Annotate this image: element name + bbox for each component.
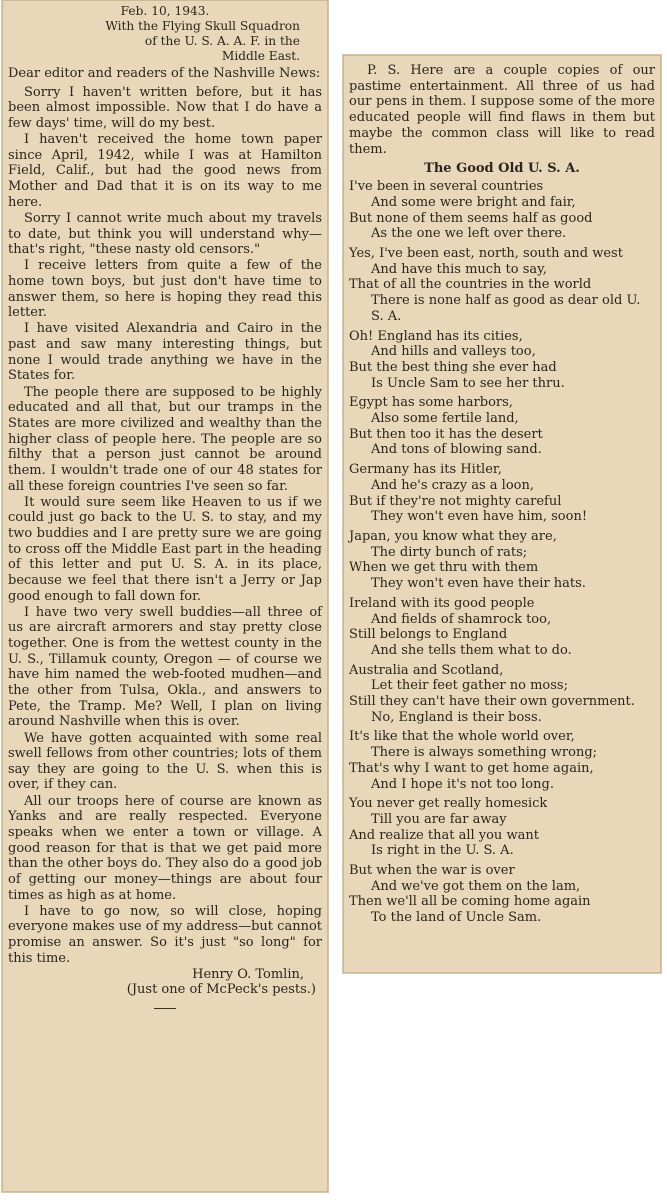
letter-signature-note: (Just one of McPeck's pests.): [126, 982, 316, 998]
poem-line: They won't even have their hats.: [371, 576, 586, 592]
poem-stanza: [349, 329, 655, 392]
letter-paragraph: The people there are supposed to be highly educated and all that, but our tramps in the States are more civilized and wealthy than the higher class of people here. The people are so filthy that a person just cannot be around them. I wouldn't trade one of our 48 states for all these foreign countries I've seen so far.: [8, 384, 322, 494]
poem-line: And we've got them on the lam,: [371, 878, 581, 894]
letter-paragraph: We have gotten acquainted with some real swell fellows from other countries; lots of them say they are going to the U. S. when this is over, if they can.: [8, 730, 322, 793]
letter-heading-line-2: of the U. S. A. A. F. in the: [144, 34, 300, 48]
letter-signature: Henry O. Tomlin,: [192, 966, 304, 982]
letter-date: Feb. 10, 1943.: [120, 4, 210, 18]
letter-paragraph: I haven't received the home town paper since April, 1942, while I was at Hamilton Field, Calif., but had the good news from Mother and Dad that it is on its way to me here.: [8, 132, 322, 210]
letter-clipping: [2, 0, 328, 1192]
poem-line: That of all the countries in the world: [349, 277, 592, 293]
poem-line: Let their feet gather no moss;: [371, 678, 568, 694]
poem-line: And have this much to say,: [371, 261, 547, 277]
poem-line: And hills and valleys too,: [371, 344, 536, 360]
poem-clipping: [343, 55, 661, 973]
poem-line: But if they're not mighty careful: [349, 493, 562, 509]
letter-paragraph: It would sure seem like Heaven to us if we could just go back to the U. S. to stay, and my two buddies and I are pretty sure we are going to cross off the Middle East part in the heading of this letter and put U. S. A. in its place, because we feel that there isn't a Jerry or Jap good enough to fall down for.: [8, 494, 322, 604]
poem-line: And tons of blowing sand.: [371, 442, 542, 458]
poem-stanza: [349, 596, 655, 659]
poem-line: There is none half as good as dear old U. S. A.: [371, 293, 641, 324]
poem-line: Also some fertile land,: [371, 411, 519, 427]
poem-line: When we get thru with them: [349, 560, 539, 576]
poem-stanza: [349, 729, 655, 792]
poem-stanza: [349, 796, 655, 859]
letter-paragraph: I have to go now, so will close, hoping everyone makes use of my address—but cannot promise an answer. So it's just "so long" for this time.: [8, 903, 322, 966]
poem-line: You never get really homesick: [349, 796, 548, 812]
poem-line: But when the war is over: [349, 863, 515, 879]
poem-line: And he's crazy as a loon,: [371, 477, 534, 493]
poem-body: [349, 179, 655, 926]
poem-line: But then too it has the desert: [349, 426, 543, 442]
poem-stanza: [349, 395, 655, 458]
poem-line: It's like that the whole world over,: [349, 729, 575, 745]
poem-line: No, England is their boss.: [371, 709, 542, 725]
poem-line: Egypt has some harbors,: [349, 395, 513, 411]
poem-line: Japan, you know what they are,: [349, 528, 557, 544]
postscript-text: P. S. Here are a couple copies of our pastime entertainment. All three of us had our pens in them. I suppose some of the more educated people will find flaws in them but maybe the common class will like to read them.: [349, 63, 655, 157]
poem-stanza: [349, 462, 655, 525]
letter-heading-line-1: With the Flying Skull Squadron: [105, 19, 300, 33]
poem-line: The dirty bunch of rats;: [371, 544, 528, 560]
poem-line: And I hope it's not too long.: [371, 776, 554, 792]
poem-title: The Good Old U. S. A.: [424, 161, 580, 177]
poem-line: Till you are far away: [371, 811, 507, 827]
poem-line: Is Uncle Sam to see her thru.: [371, 375, 565, 391]
end-rule: [154, 1008, 176, 1009]
poem-line: But the best thing she ever had: [349, 359, 557, 375]
letter-paragraph: Sorry I cannot write much about my travels to date, but think you will understand why—that's right, "these nasty old censors.": [8, 210, 322, 258]
letter-paragraph: I have visited Alexandria and Cairo in the past and saw many interesting things, but none I would trade anything we have in the States for.: [8, 321, 322, 384]
letter-salutation: Dear editor and readers of the Nashville News:: [8, 66, 321, 81]
letter-paragraph: I receive letters from quite a few of the home town boys, but just don't have time to answer them, so here is hoping they read this letter.: [8, 258, 322, 321]
poem-line: Germany has its Hitler,: [349, 462, 502, 478]
poem-line: Is right in the U. S. A.: [371, 843, 514, 859]
poem-line: But none of them seems half as good: [349, 210, 593, 226]
poem-line: Still they can't have their own government.: [349, 694, 635, 710]
poem-line: Oh! England has its cities,: [349, 328, 523, 344]
poem-line: Still belongs to England: [349, 627, 508, 643]
poem-line: To the land of Uncle Sam.: [371, 910, 542, 926]
poem-line: As the one we left over there.: [371, 226, 567, 242]
poem-line: Yes, I've been east, north, south and west: [349, 246, 623, 262]
poem-stanza: [349, 179, 655, 242]
poem-line: Ireland with its good people: [349, 595, 535, 611]
poem-line: And she tells them what to do.: [371, 642, 572, 658]
poem-line: Australia and Scotland,: [349, 662, 504, 678]
poem-line: They won't even have him, soon!: [371, 509, 588, 525]
poem-stanza: [349, 663, 655, 726]
poem-line: And fields of shamrock too,: [371, 611, 552, 627]
poem-line: And some were bright and fair,: [371, 194, 576, 210]
letter-paragraph: I have two very swell buddies—all three of us are aircraft armorers and stay pretty close together. One is from the wettest county in the U. S., Tillamuk county, Oregon — of course we have him named the web-footed mudhen—and the other from Tulsa, Okla., and answers to Pete, the Tramp. Me? Well, I plan on living around Nashville when this is over.: [8, 604, 322, 730]
poem-line: Then we'll all be coming home again: [349, 894, 591, 910]
poem-stanza: [349, 863, 655, 926]
poem-stanza: [349, 529, 655, 592]
poem-line: That's why I want to get home again,: [349, 760, 594, 776]
poem-line: I've been in several countries: [349, 179, 544, 195]
letter-paragraph: All our troops here of course are known as Yanks and are really respected. Everyone speaks when we enter a town or village. A good reason for that is that we get paid more than the other boys do. They also do a good job of getting our money—things are about four times as high as at home.: [8, 793, 322, 903]
poem-stanza: [349, 246, 655, 325]
poem-line: There is always something wrong;: [371, 745, 598, 761]
letter-paragraph: Sorry I haven't written before, but it has been almost impossible. Now that I do have a few days' time, will do my best.: [8, 84, 322, 131]
letter-heading-line-3: Middle East.: [221, 49, 300, 63]
poem-line: And realize that all you want: [349, 827, 539, 843]
